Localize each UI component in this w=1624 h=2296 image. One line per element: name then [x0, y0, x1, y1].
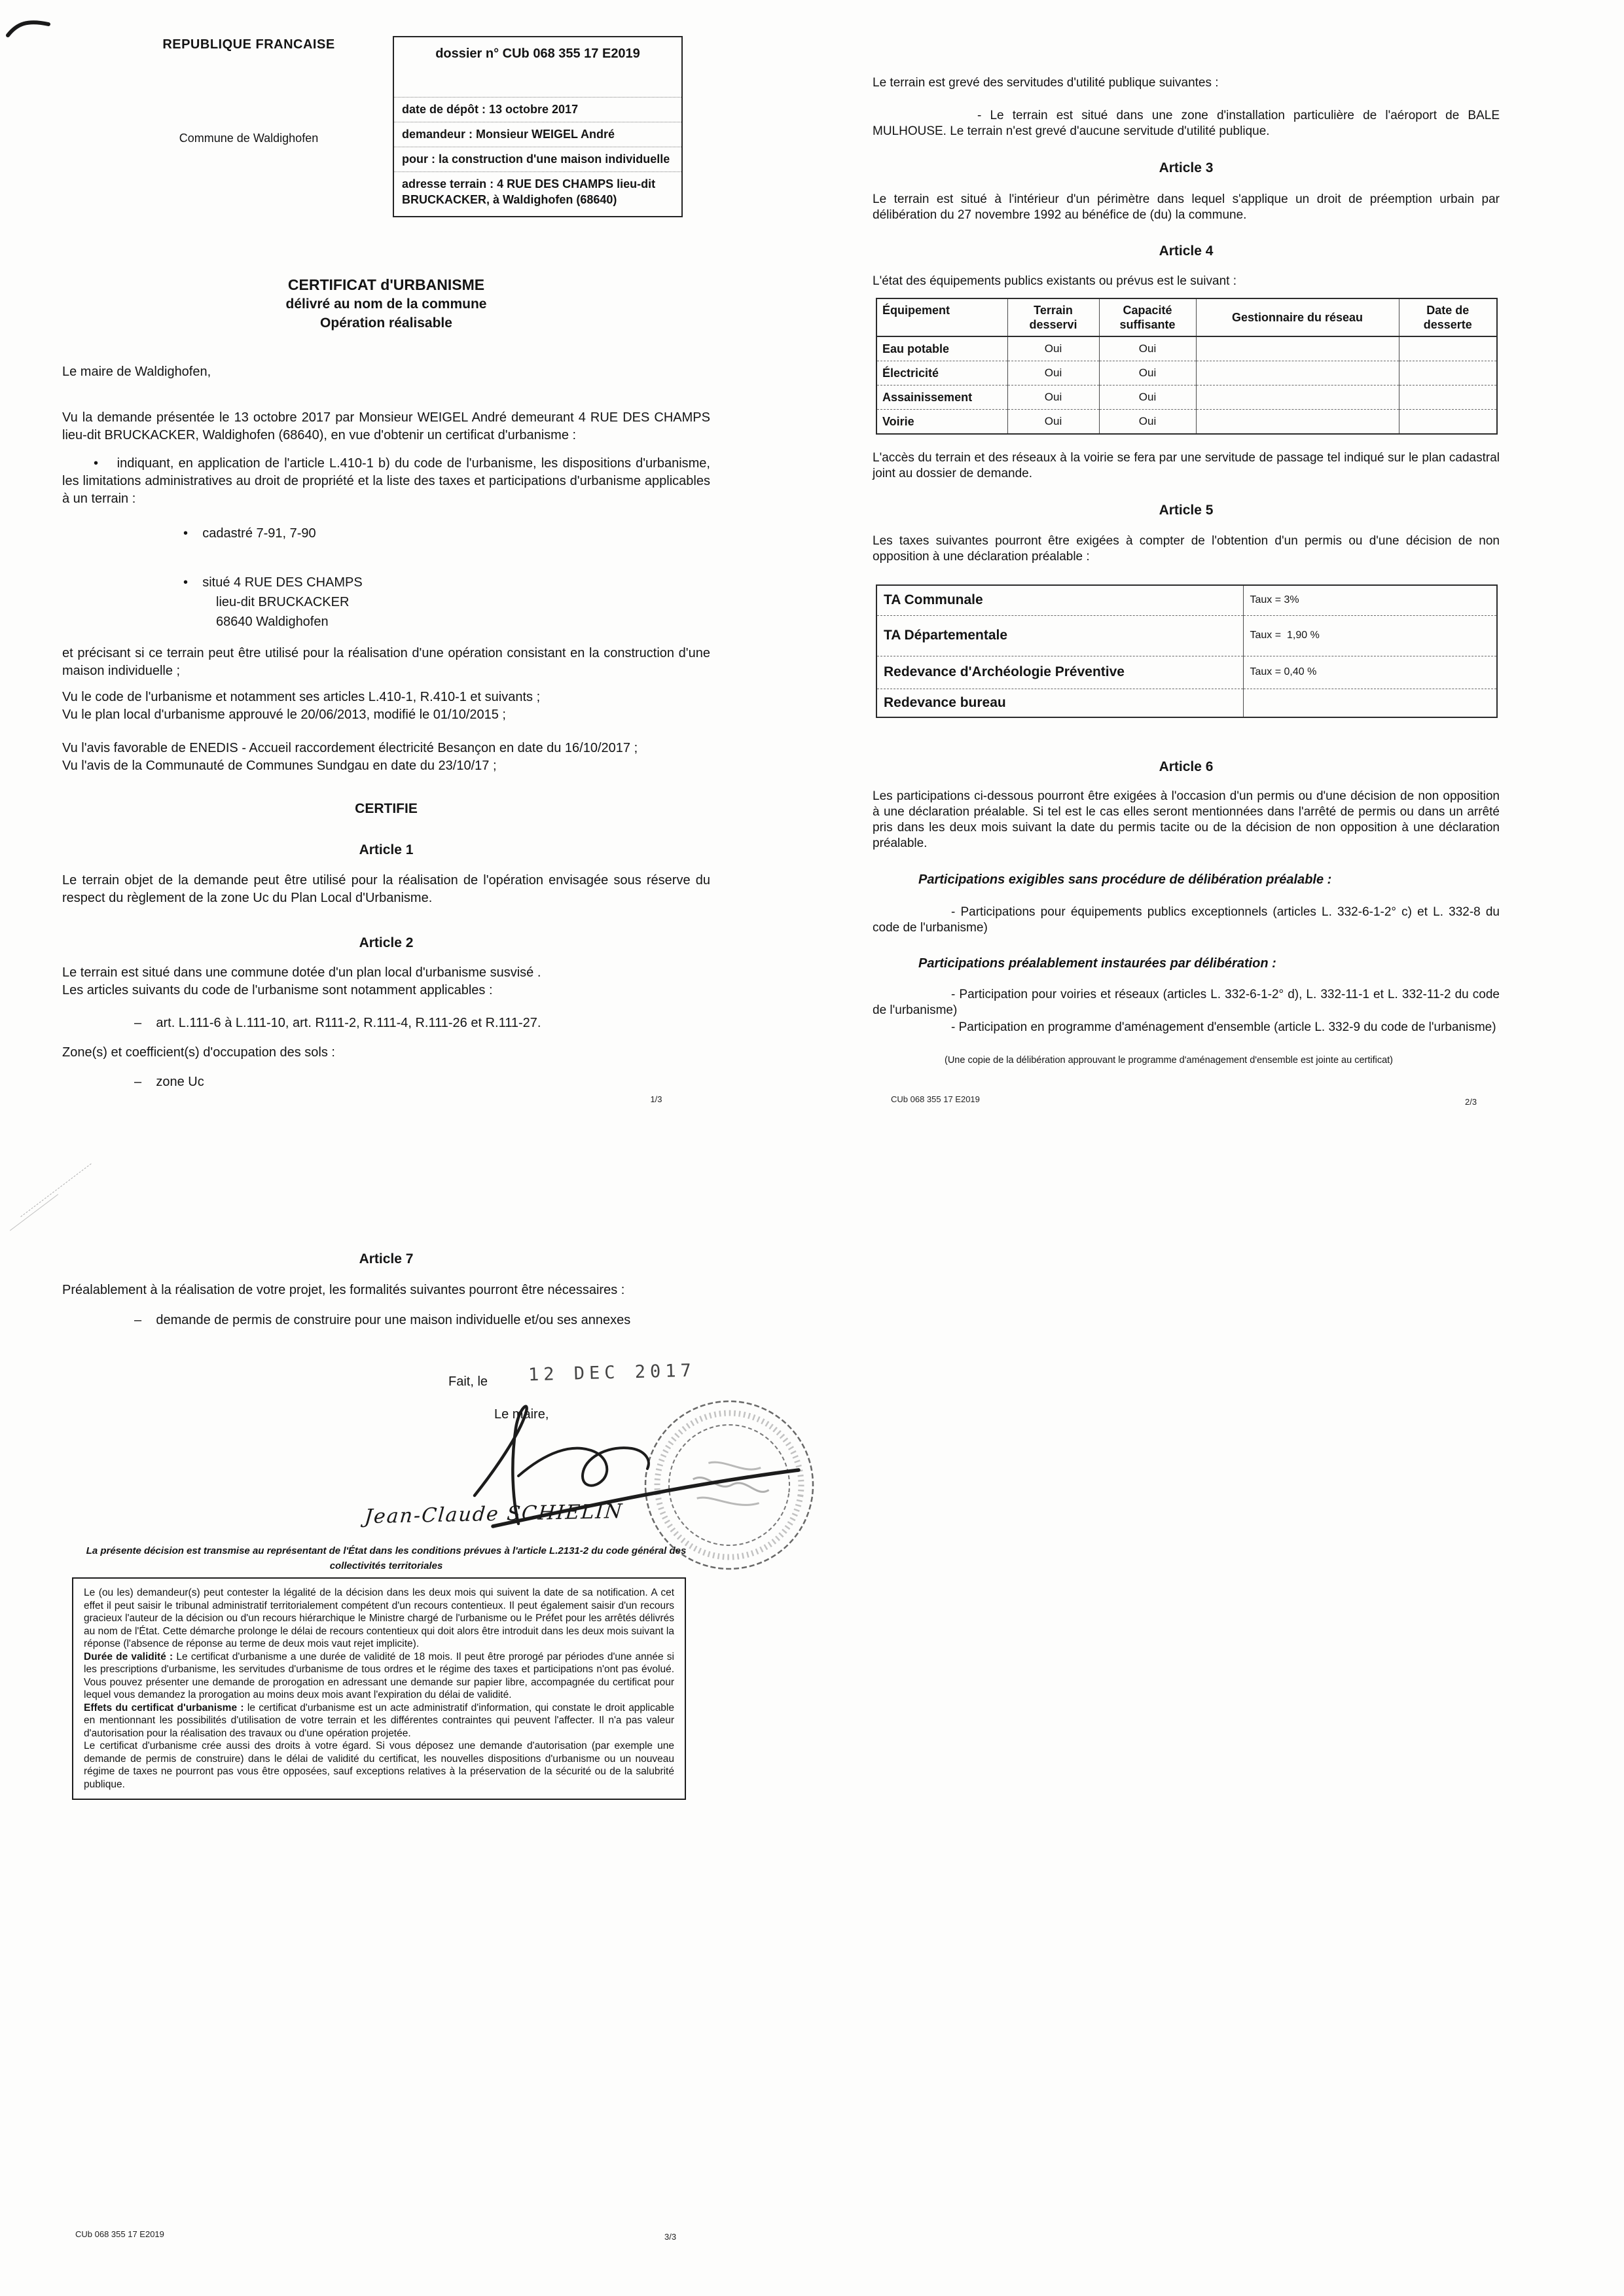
- gestionnaire-value: [1196, 386, 1399, 410]
- gestionnaire-value: [1196, 361, 1399, 386]
- article-1-heading: Article 1: [359, 842, 414, 857]
- dossier-number: dossier n° CUb 068 355 17 E2019: [435, 46, 640, 61]
- page-number: 3/3: [664, 2232, 677, 2242]
- article-2-body: [62, 964, 710, 999]
- signature-name: Jean-Claude SCHIELIN: [363, 1499, 624, 1529]
- table-row: [876, 615, 1497, 656]
- footer-dossier-ref: CUb 068 355 17 E2019: [891, 1094, 980, 1104]
- article-7-item: – demande de permis de construire pour une maison individuelle et/ou ses annexes: [134, 1313, 631, 1327]
- participations-exigibles-item: - Participations pour équipements publics exceptionnels (articles L. 332-6-1-2° c) et L. 332-8 du code de l'urbanisme): [873, 905, 1500, 935]
- vu-cc-line: Vu l'avis de la Communauté de Communes Sundgau en date du 23/10/17 ;: [62, 759, 497, 773]
- tax-rate: Taux = 3%: [1250, 594, 1299, 606]
- article-7-heading: Article 7: [359, 1251, 414, 1266]
- vu-plu-line: Vu le plan local d'urbanisme approuvé le 20/06/2013, modifié le 01/10/2015 ;: [62, 708, 506, 722]
- pen-mark: [5, 16, 52, 42]
- page-1: [62, 20, 710, 1132]
- table-row: [876, 410, 1497, 435]
- terrain-desservi-value: Oui: [1007, 410, 1099, 435]
- capacite-value: Oui: [1099, 361, 1196, 386]
- fait-le-label: Fait, le: [448, 1374, 488, 1389]
- title-line-2: délivré au nom de la commune: [285, 296, 487, 312]
- document-title: [62, 275, 710, 332]
- title-line-1: CERTIFICAT d'URBANISME: [287, 276, 485, 293]
- col-header-equipement: Équipement: [876, 298, 1007, 336]
- legal-duree: [84, 1651, 674, 1702]
- participation-programme-item: - Participation en programme d'aménagement d'ensemble (article L. 332-9 du code de l'urbanisme): [951, 1020, 1496, 1034]
- site-address-line-2: lieu-dit BRUCKACKER: [216, 595, 350, 609]
- terrain-address: adresse terrain : 4 RUE DES CHAMPS lieu-dit BRUCKACKER, à Waldighofen (68640): [394, 171, 681, 212]
- date-desserte-value: [1399, 336, 1497, 361]
- capacite-value: Oui: [1099, 386, 1196, 410]
- table-row: [876, 689, 1497, 717]
- article-4-heading: Article 4: [1159, 243, 1214, 259]
- capacite-value: Oui: [1099, 336, 1196, 361]
- article-5-intro: Les taxes suivantes pourront être exigées à compter de l'obtention d'un permis ou d'une décision de non opposition à une déclaration préalable :: [873, 534, 1500, 564]
- equipment-name: Électricité: [876, 361, 1007, 386]
- page-number: 2/3: [1465, 1097, 1477, 1107]
- dossier-info-box: [393, 36, 683, 217]
- tax-rate: Taux = 1,90 %: [1243, 615, 1497, 656]
- deposit-date: date de dépôt : 13 octobre 2017: [394, 97, 681, 122]
- vu-avis-block: [62, 740, 710, 775]
- terrain-desservi-value: Oui: [1007, 336, 1099, 361]
- date-stamp: 12 DEC 2017: [528, 1360, 696, 1386]
- article-3-heading: Article 3: [1159, 160, 1214, 175]
- applicant: demandeur : Monsieur WEIGEL André: [394, 122, 681, 147]
- mayor-signature: [455, 1388, 835, 1564]
- terrain-desservi-value: Oui: [1007, 361, 1099, 386]
- footer-dossier-ref: CUb 068 355 17 E2019: [75, 2229, 164, 2239]
- legal-notice-box: [72, 1577, 686, 1800]
- tax-label: TA Communale: [876, 585, 1243, 615]
- equipment-name: Voirie: [876, 410, 1007, 435]
- col-header-capacite: Capacité suffisante: [1099, 298, 1196, 336]
- date-desserte-value: [1399, 410, 1497, 435]
- article-6-body: Les participations ci-dessous pourront être exigées à l'occasion d'un permis ou d'une décision de non opposition à une déclaration préalable. Si tel est le cas elles seront mentionnées dans l'arrêté de permis ou dans un arrêté pris dans les deux mois suivant la date du permis tacite ou de la décision de non opposition à une déclaration préalable.: [873, 789, 1500, 850]
- transmission-note: La présente décision est transmise au représentant de l'État dans les conditions prévues à l'article L.2131-2 du code général des collectivités territoriales: [86, 1545, 687, 1571]
- article-1-body: Le terrain objet de la demande peut être utilisé pour la réalisation de l'opération envisagée sous réserve du respect du règlement de la zone Uc du Plan Local d'Urbanisme.: [62, 873, 710, 905]
- crease-line: [20, 1163, 91, 1217]
- tax-label: Redevance d'Archéologie Préventive: [876, 656, 1243, 689]
- zones-label: Zone(s) et coefficient(s) d'occupation des sols :: [62, 1045, 335, 1060]
- purpose: pour : la construction d'une maison individuelle: [394, 147, 681, 171]
- page-number: 1/3: [650, 1094, 662, 1104]
- certifie-heading: CERTIFIE: [355, 801, 418, 816]
- vu-code-block: [62, 689, 710, 724]
- article-4-intro: L'état des équipements publics existants ou prévus est le suivant :: [873, 274, 1237, 288]
- table-row: [876, 386, 1497, 410]
- site-address-bullet: [183, 573, 641, 632]
- article-2-heading: Article 2: [359, 935, 414, 950]
- tax-label: Redevance bureau: [876, 689, 1243, 717]
- vu-demande-paragraph: Vu la demande présentée le 13 octobre 2017 par Monsieur WEIGEL André demeurant 4 RUE DES CHAMPS lieu-dit BRUCKACKER, Waldighofen (68640), en vue d'obtenir un certificat d'urbanisme :: [62, 410, 710, 442]
- capacite-value: Oui: [1099, 410, 1196, 435]
- participations-instaurees-title: Participations préalablement instaurées par délibération :: [918, 956, 1276, 971]
- servitudes-intro: Le terrain est grevé des servitudes d'utilité publique suivantes :: [873, 76, 1219, 90]
- commune-label: Commune de Waldighofen: [179, 132, 319, 145]
- vu-code-line: Vu le code de l'urbanisme et notamment ses articles L.410-1, R.410-1 et suivants ;: [62, 690, 541, 704]
- servitude-item: - Le terrain est situé dans une zone d'installation particulière de l'aéroport de BALE MULHOUSE. Le terrain n'est grevé d'aucune servitude d'utilité publique.: [873, 109, 1500, 138]
- terrain-desservi-value: Oui: [1007, 386, 1099, 410]
- legal-effets-text: le certificat d'urbanisme est un acte administratif d'information, qui constate le droit applicable en mentionnant les possibilités d'utilisation de votre terrain et les différentes contraintes qui peuvent l'affecter. Il n'a pas valeur d'autorisation pour la réalisation des travaux ou d'une opération projetée.: [84, 1702, 674, 1739]
- vu-enedis-line: Vu l'avis favorable de ENEDIS - Accueil raccordement électricité Besançon en date du 16/10/2017 ;: [62, 741, 638, 755]
- precisant-paragraph: et précisant si ce terrain peut être utilisé pour la réalisation d'une opération consistant en la construction d'une maison individuelle ;: [62, 646, 710, 678]
- table-row: [876, 585, 1497, 615]
- legal-duree-text: Le certificat d'urbanisme a une durée de validité de 18 mois. Il peut être prorogé par périodes d'une année si les prescriptions d'urbanisme, les servitudes d'urbanisme de tous ordres et le régime des taxes et participations n'ont pas évolué. Vous pouvez présenter une demande de prorogation en adressant une demande sur papier libre, accompagnée du certificat pour lequel vous demandez la prorogation au moins deux mois avant l'expiration du délai de validité.: [84, 1651, 674, 1700]
- indiquant-bullet: • indiquant, en application de l'article L.410-1 b) du code de l'urbanisme, les dispositions d'urbanisme, les limitations administratives au droit de propriété et la liste des taxes et participations d'urbanisme applicables à un terrain :: [62, 456, 710, 506]
- equipment-header-row: [876, 298, 1497, 336]
- article-6-heading: Article 6: [1159, 759, 1214, 774]
- col-header-gestionnaire: Gestionnaire du réseau: [1196, 298, 1399, 336]
- date-desserte-value: [1399, 361, 1497, 386]
- legal-effets: [84, 1702, 674, 1740]
- gestionnaire-value: [1196, 336, 1399, 361]
- salutation: Le maire de Waldighofen,: [62, 365, 211, 379]
- tax-table: [876, 584, 1498, 718]
- equipment-name: Assainissement: [876, 386, 1007, 410]
- participation-voiries-item: - Participation pour voiries et réseaux (articles L. 332-6-1-2° d), L. 332-11-1 et L. 332-11-2 du code de l'urbanisme): [873, 988, 1500, 1017]
- site-address-line-3: 68640 Waldighofen: [216, 615, 329, 629]
- article-2-p2: Les articles suivants du code de l'urbanisme sont notamment applicables :: [62, 983, 493, 997]
- public-equipment-table: [876, 298, 1498, 435]
- table-row: [876, 656, 1497, 689]
- page-2: [873, 39, 1500, 1139]
- table-row: [876, 361, 1497, 386]
- legal-contestation: Le (ou les) demandeur(s) peut contester la légalité de la décision dans les deux mois qui suivent la date de sa notification. A cet effet il peut saisir le tribunal administratif territorialement compétent d'un recours contentieux. Il peut également saisir d'un recours gracieux l'auteur de la décision ou d'un recours hiérarchique le Ministre chargé de l'urbanisme ou le Préfet pour les arrêtés délivrés au nom de l'État. Cette démarche prolonge le délai de recours contentieux qui doit alors être introduit dans les deux mois suivant la réponse (l'absence de réponse au terme de deux mois vaut rejet implicite).: [84, 1587, 674, 1649]
- col-header-date-desserte: Date de desserte: [1399, 298, 1497, 336]
- col-header-terrain-desservi: Terrain desservi: [1007, 298, 1099, 336]
- site-address-line-1: • situé 4 RUE DES CHAMPS: [183, 575, 363, 590]
- article-2-p1: Le terrain est situé dans une commune dotée d'un plan local d'urbanisme susvisé .: [62, 965, 541, 980]
- date-desserte-value: [1399, 386, 1497, 410]
- tax-rate: Taux = 0,40 %: [1243, 656, 1497, 689]
- participations-exigibles-title: Participations exigibles sans procédure de délibération préalable :: [918, 872, 1332, 887]
- article-5-heading: Article 5: [1159, 503, 1214, 518]
- tax-label: TA Départementale: [876, 615, 1243, 656]
- article-3-body: Le terrain est situé à l'intérieur d'un périmètre dans lequel s'applique un droit de préemption urbain par délibération du 27 novembre 1992 au bénéfice de (du) la commune.: [873, 192, 1500, 222]
- republic-header: REPUBLIQUE FRANCAISE: [162, 37, 335, 52]
- crease-line: [10, 1194, 58, 1230]
- acces-paragraph: L'accès du terrain et des réseaux à la voirie se fera par une servitude de passage tel indiqué sur le plan cadastral joint au dossier de demande.: [873, 451, 1500, 480]
- table-row: [876, 336, 1497, 361]
- title-line-3: Opération réalisable: [320, 315, 452, 331]
- gestionnaire-value: [1196, 410, 1399, 435]
- legal-effets-label: Effets du certificat d'urbanisme :: [84, 1702, 244, 1713]
- page-3: [62, 1230, 710, 2271]
- le-maire-label: Le maire,: [494, 1407, 549, 1422]
- legal-droits: Le certificat d'urbanisme crée aussi des droits à votre égard. Si vous déposez une demande d'autorisation (par exemple une demande de permis de construire) dans le délai de validité du certificat, les nouvelles dispositions d'urbanisme ou un nouveau régime de taxes ne pourront pas vous être opposées, sauf exceptions relatives à la préservation de la sécurité ou de la salubrité publique.: [84, 1740, 674, 1790]
- cadastre-bullet: • cadastré 7-91, 7-90: [183, 526, 316, 541]
- tax-rate: [1243, 689, 1497, 717]
- article-2-bullet: – art. L.111-6 à L.111-10, art. R111-2, R.111-4, R.111-26 et R.111-27.: [134, 1016, 541, 1030]
- zone-bullet: – zone Uc: [134, 1075, 204, 1089]
- legal-duree-label: Durée de validité :: [84, 1651, 173, 1662]
- equipment-name: Eau potable: [876, 336, 1007, 361]
- article-7-intro: Préalablement à la réalisation de votre projet, les formalités suivantes pourront être nécessaires :: [62, 1283, 625, 1297]
- deliberation-copy-note: (Une copie de la délibération approuvant le programme d'aménagement d'ensemble est jointe au certificat): [945, 1055, 1394, 1066]
